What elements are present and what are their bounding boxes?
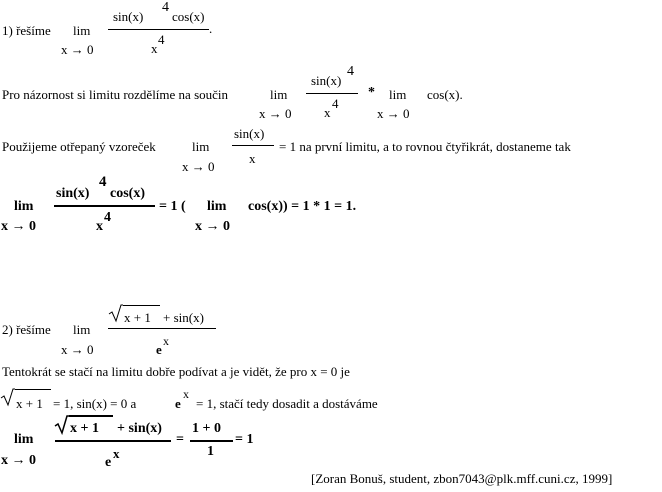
problem1-line2-lim2-sub: x → 0 [377, 106, 410, 121]
problem1-line2-num-exp: 4 [347, 64, 354, 79]
problem1-line3-num: sin(x) [234, 126, 265, 141]
problem1-denominator: x [151, 41, 158, 56]
problem1-result-num: sin(x) [56, 186, 90, 201]
problem1-result-fraction-bar [54, 205, 155, 207]
problem2-sqrt-icon [109, 304, 123, 322]
problem1-line2-fraction-bar [306, 93, 358, 94]
problem1-line3-text: Použijeme otřepaný vzoreček [2, 139, 156, 154]
problem2-line3-sqrt-arg: x + 1 [16, 396, 43, 411]
problem2-result-sqrt-arg: x + 1 [70, 421, 99, 436]
problem2-line3-end: = 1, stačí tedy dosadit a dostáváme [196, 396, 378, 411]
problem2-result-fraction-bar [55, 440, 171, 442]
problem2-heading: 2) řešíme [2, 322, 51, 337]
problem1-lim: lim [73, 23, 91, 38]
problem2-sqrt-overline [123, 305, 160, 306]
problem2-result-sqrt-overline [69, 415, 113, 417]
problem2-den-exp: x [163, 334, 169, 348]
problem2-line3-sqrt-overline [15, 389, 51, 390]
problem2-lim: lim [73, 322, 91, 337]
problem1-line2-den: x [324, 105, 331, 120]
problem1-result-lim2-sub: x → 0 [195, 219, 230, 234]
problem2-num-rest: + sin(x) [163, 310, 204, 325]
problem2-result-den: e [105, 455, 112, 470]
problem1-result-num-exp: 4 [99, 174, 107, 190]
problem1-line2-lim-sub: x → 0 [259, 106, 292, 121]
problem2-line3-sqrt-icon [1, 388, 15, 406]
problem1-line2-den-exp: 4 [332, 96, 339, 111]
problem1-result-num-cos: cos(x) [110, 186, 145, 201]
problem1-heading: 1) řešíme [2, 23, 51, 38]
problem1-fraction-bar [108, 29, 209, 30]
problem1-line2-text: Pro názornost si limitu rozdělíme na součin [2, 87, 229, 102]
problem1-line2-cos: cos(x). [427, 87, 463, 102]
problem2-fraction-bar [108, 328, 216, 329]
problem1-result-cos2: cos(x)) = 1 * 1 = 1. [248, 199, 357, 214]
problem1-num-exp: 4 [162, 0, 169, 15]
problem1-end-dot: . [209, 21, 213, 36]
problem1-result-lim: lim [14, 199, 34, 214]
problem1-line2-num: sin(x) [311, 73, 342, 88]
problem2-line3-mid: = 1, sin(x) = 0 a [53, 396, 137, 411]
problem2-result-den-exp: x [113, 446, 120, 461]
problem1-result-lim-sub: x → 0 [1, 219, 36, 234]
problem1-line3-fraction-bar [232, 145, 274, 146]
problem1-den-exp: 4 [158, 32, 165, 47]
problem2-result-frac-den: 1 [207, 444, 214, 459]
problem1-line3-rest: = 1 na první limitu, a to rovnou čtyřikrát, dostaneme tak [279, 139, 571, 154]
problem1-line2-lim: lim [270, 87, 288, 102]
problem2-result-num-rest: + sin(x) [117, 421, 162, 436]
problem1-result-lim2: lim [207, 199, 227, 214]
problem2-line2-text: Tentokrát se stačí na limitu dobře podívat a je vidět, že pro x = 0 je [2, 364, 350, 379]
problem2-lim-sub: x → 0 [61, 342, 94, 357]
problem2-result-eq1: = [176, 432, 184, 447]
problem2-result-sqrt-icon [55, 415, 69, 434]
problem2-line3-e-exp: x [183, 387, 189, 401]
problem2-result-lim: lim [14, 432, 34, 447]
problem2-result-frac-bar [190, 440, 233, 442]
problem1-lim-sub: x → 0 [61, 42, 94, 57]
problem2-result-lim-sub: x → 0 [1, 453, 36, 468]
problem1-result-den-exp: 4 [104, 210, 111, 225]
problem2-den-base: e [156, 342, 162, 357]
problem1-numerator: sin(x) [113, 9, 144, 24]
problem1-line3-den: x [249, 151, 256, 166]
problem1-num-cos: cos(x) [172, 9, 205, 24]
problem2-result-frac-num: 1 + 0 [192, 421, 221, 436]
problem1-line2-times: * [368, 85, 375, 100]
problem1-line3-lim-sub: x → 0 [182, 159, 215, 174]
problem1-result-eq: = 1 ( [159, 199, 186, 214]
problem1-result-den: x [96, 219, 103, 234]
problem2-sqrt-arg: x + 1 [124, 310, 151, 325]
problem1-line3-lim: lim [192, 139, 210, 154]
problem2-result-eq2: = 1 [235, 432, 254, 447]
problem2-line3-e: e [175, 396, 181, 411]
author-signature: [Zoran Bonuš, student, zbon7043@plk.mff.cuni.cz, 1999] [311, 471, 613, 486]
problem1-line2-lim2: lim [389, 87, 407, 102]
